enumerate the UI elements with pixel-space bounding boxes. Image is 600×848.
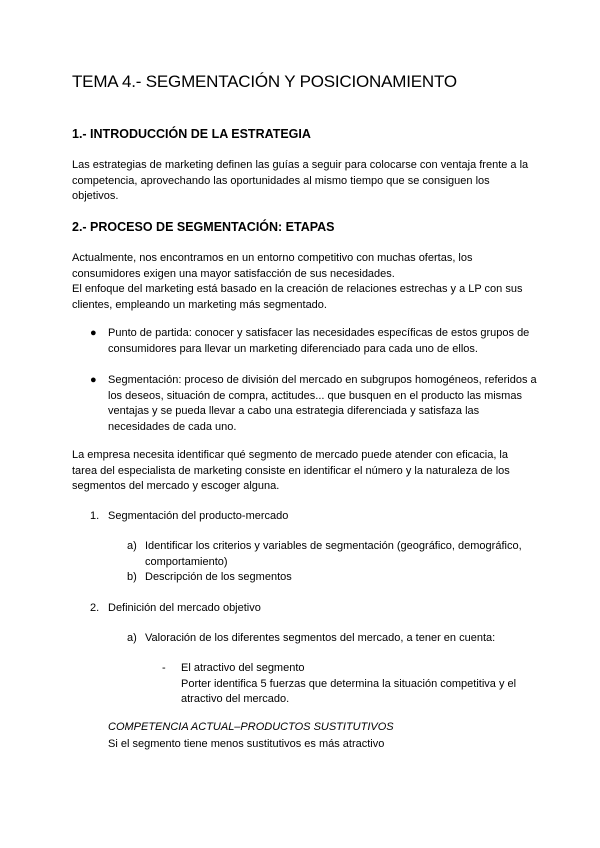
bullet-item-2: Segmentación: proceso de división del mercado en subgrupos homogéneos, referidos a los deseos, situación de compra, actitudes... que busquen en el producto las mismas ventajas y se pueda llevar a cabo una estrategia diferenciada y satisfaza las necesidades de cada uno. <box>108 374 537 433</box>
bullet-marker: ● <box>90 327 97 339</box>
page-title: TEMA 4.- SEGMENTACIÓN Y POSICIONAMIENTO <box>72 72 457 91</box>
dash-marker: - <box>162 662 166 674</box>
step-number: 2. <box>90 602 100 614</box>
intro-line-1: Actualmente, nos encontramos en un entorno competitivo con muchas ofertas, los consumidores exigen una mayor satisfacción de sus necesidades. <box>72 252 473 280</box>
dash-item-line-2: Porter identifica 5 fuerzas que determina la situación competitiva y el atractivo del mercado. <box>181 677 517 705</box>
competition-text: Si el segmento tiene menos sustitutivos es más atractivo <box>108 738 385 750</box>
substep-1b: Descripción de los segmentos <box>145 571 292 583</box>
intro-line-2: El enfoque del marketing está basado en la creación de relaciones estrechas y a LP con sus clientes, empleando un marketing más segmentado. <box>72 283 523 311</box>
bullet-marker: ● <box>90 374 97 386</box>
section-1-paragraph: Las estrategias de marketing definen las guías a seguir para colocarse con ventaja frente a la competencia, aprovechando las oportunidades al mismo tiempo que se consiguen los objetivos. <box>72 159 529 202</box>
section-1-heading: 1.- INTRODUCCIÓN DE LA ESTRATEGIA <box>72 127 311 141</box>
substep-letter: a) <box>127 540 137 552</box>
step-2-label: Definición del mercado objetivo <box>108 602 261 614</box>
substep-1a: Identificar los criterios y variables de segmentación (geográfico, demográfico, comportamiento) <box>145 540 522 568</box>
dash-item-line-1: El atractivo del segmento <box>181 662 305 674</box>
section-2-heading: 2.- PROCESO DE SEGMENTACIÓN: ETAPAS <box>72 220 335 234</box>
substep-letter: a) <box>127 632 137 644</box>
dash-item <box>181 661 541 708</box>
step-number: 1. <box>90 510 100 522</box>
section-2-paragraph-2: La empresa necesita identificar qué segmento de mercado puede atender con eficacia, la tarea del especialista de marketing consiste en identificar el número y la naturaleza de los segmentos del mercado y escoger alguna. <box>72 449 510 492</box>
substep-2a: Valoración de los diferentes segmentos del mercado, a tener en cuenta: <box>145 632 496 644</box>
section-2-intro <box>72 251 532 313</box>
competition-heading: COMPETENCIA ACTUAL–PRODUCTOS SUSTITUTIVOS <box>108 721 394 733</box>
bullet-item-1: Punto de partida: conocer y satisfacer las necesidades específicas de estos grupos de consumidores para llevar un marketing diferenciado para cada uno de ellos. <box>108 327 530 355</box>
substep-letter: b) <box>127 571 137 583</box>
step-1-label: Segmentación del producto-mercado <box>108 510 289 522</box>
